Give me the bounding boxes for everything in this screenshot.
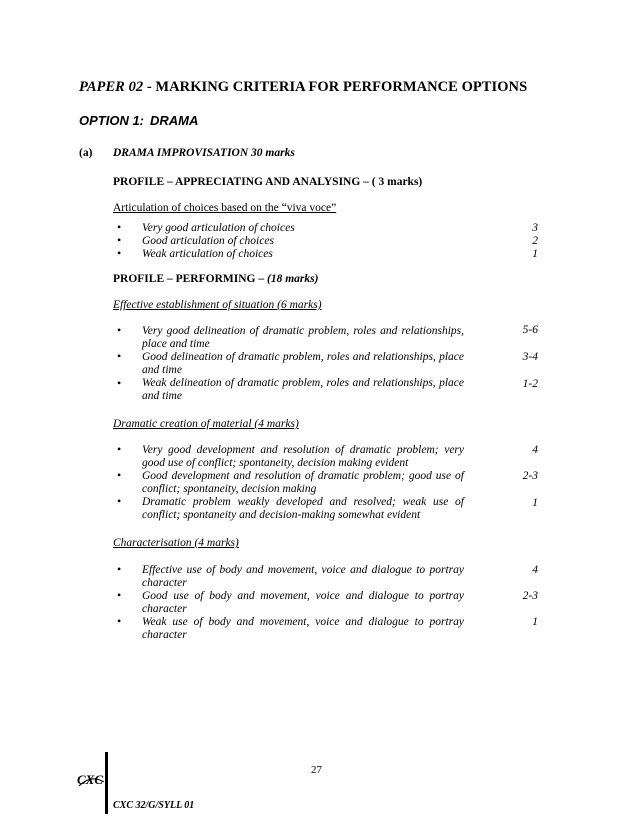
- criteria-item: Very good development and resolution of dramatic problem; very good use of conflict; spontaneity, decision making evident: [142, 444, 464, 469]
- title-text: - MARKING CRITERIA FOR PERFORMANCE OPTIONS: [143, 79, 528, 95]
- option-name: DRAMA: [150, 113, 199, 128]
- profile-heading-text: PROFILE – PERFORMING –: [113, 273, 267, 285]
- criteria-mark: 1-2: [522, 378, 538, 390]
- subheading-situation: Effective establishment of situation (6 marks): [113, 299, 322, 311]
- profile-heading-marks: (18 marks): [266, 273, 319, 285]
- cxc-logo: [76, 770, 106, 790]
- bullet: •: [117, 323, 122, 337]
- criteria-item: Weak articulation of choices: [142, 248, 273, 260]
- profile-heading-performing: [113, 273, 318, 285]
- criteria-item: Good development and resolution of dramatic problem; good use of conflict; spontaneity, decision making: [142, 470, 464, 495]
- option-label: OPTION 1:: [79, 113, 145, 128]
- subheading-characterisation: Characterisation (4 marks): [113, 537, 239, 549]
- criteria-mark: 2-3: [522, 470, 538, 482]
- criteria-item: Very good delineation of dramatic problem, roles and relationships, place and time: [142, 325, 464, 350]
- criteria-mark: 1: [532, 497, 538, 509]
- criteria-mark: 3: [532, 222, 538, 234]
- criteria-item: Good use of body and movement, voice and dialogue to portray character: [142, 590, 464, 615]
- logo-text: CXC: [77, 772, 104, 787]
- bullet: •: [117, 468, 122, 482]
- criteria-item: Good articulation of choices: [142, 235, 274, 247]
- bullet: •: [117, 588, 122, 602]
- criteria-mark: 3-4: [522, 351, 538, 363]
- criteria-mark: 2-3: [522, 590, 538, 602]
- criteria-item: Effective use of body and movement, voice and dialogue to portray character: [142, 564, 464, 589]
- criteria-mark: 5-6: [522, 324, 538, 336]
- bullet: •: [117, 246, 122, 260]
- bullet: •: [117, 494, 122, 508]
- criteria-item: Weak use of body and movement, voice and dialogue to portray character: [142, 616, 464, 641]
- bullet: •: [117, 220, 122, 234]
- criteria-item: Very good articulation of choices: [142, 222, 295, 234]
- syllabus-code: CXC 32/G/SYLL 01: [113, 800, 195, 811]
- section-letter: (a): [79, 147, 93, 159]
- bullet: •: [117, 562, 122, 576]
- criteria-mark: 2: [532, 235, 538, 247]
- criteria-mark: 1: [532, 616, 538, 628]
- criteria-mark: 4: [532, 564, 538, 576]
- page-number: 27: [311, 764, 322, 776]
- bullet: •: [117, 349, 122, 363]
- criteria-mark: 4: [532, 444, 538, 456]
- criteria-item: Good delineation of dramatic problem, roles and relationships, place and time: [142, 351, 464, 376]
- bullet: •: [117, 614, 122, 628]
- criteria-item: Dramatic problem weakly developed and resolved; weak use of conflict; spontaneity and decision-making somewhat evident: [142, 496, 464, 521]
- section-title: DRAMA IMPROVISATION 30 marks: [113, 147, 295, 159]
- criteria-item: Weak delineation of dramatic problem, roles and relationships, place and time: [142, 377, 464, 402]
- profile-heading-appreciating: PROFILE – APPRECIATING AND ANALYSING – ( 3 marks): [113, 176, 423, 188]
- subheading-dramatic-creation: Dramatic creation of material (4 marks): [113, 418, 299, 430]
- bullet: •: [117, 376, 122, 390]
- paper-label: PAPER 02: [79, 79, 144, 95]
- criteria-mark: 1: [532, 248, 538, 260]
- subheading-articulation: Articulation of choices based on the “viva voce”: [113, 202, 337, 214]
- bullet: •: [117, 442, 122, 456]
- page-title: [79, 79, 527, 96]
- bullet: •: [117, 233, 122, 247]
- footer-divider: [105, 752, 108, 814]
